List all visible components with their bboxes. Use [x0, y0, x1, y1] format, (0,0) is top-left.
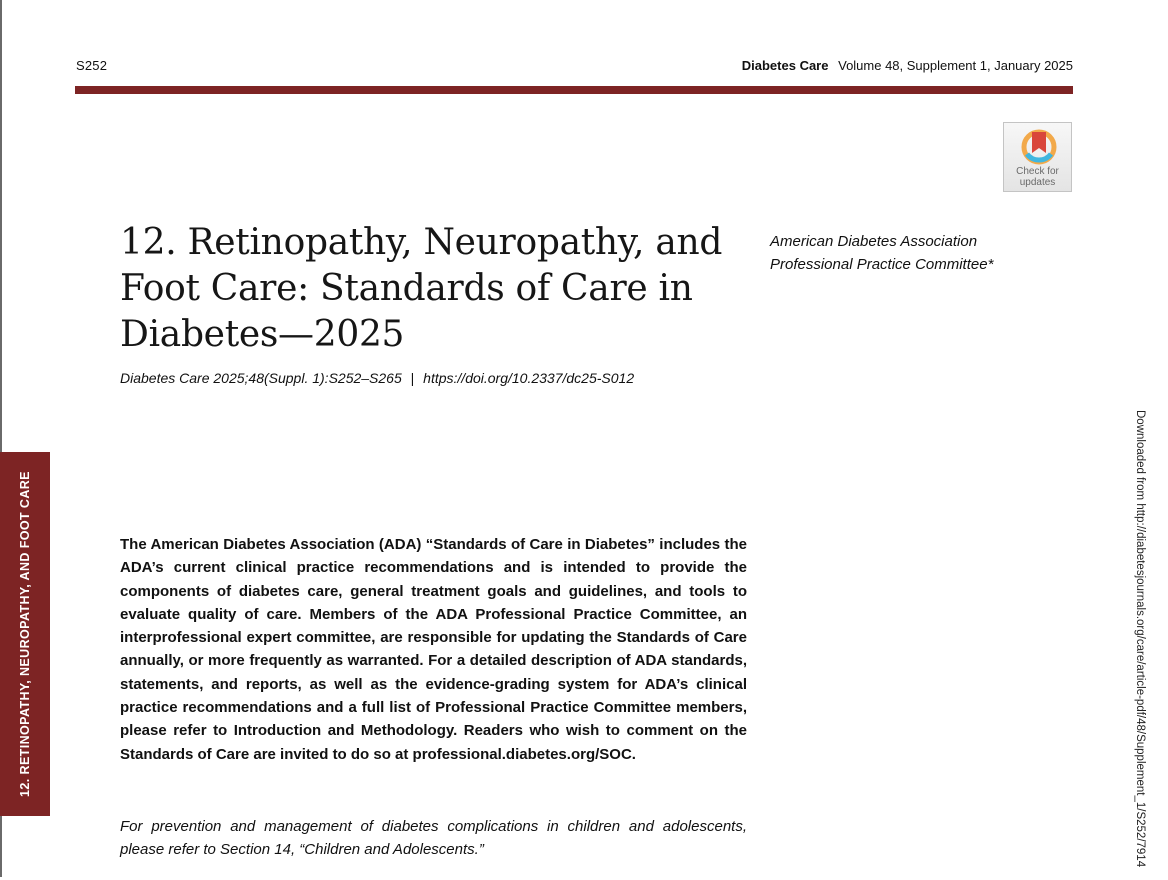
cross-reference-note: For prevention and management of diabetes complications in children and adolescents, please refer to Section 14, “Children and Adolescents.” — [120, 818, 747, 858]
section-tab-label: 12. RETINOPATHY, NEUROPATHY, AND FOOT CARE — [18, 471, 32, 797]
check-for-updates-label: Check for updates — [1016, 166, 1059, 188]
author-line-1: American Diabetes Association — [770, 233, 978, 250]
citation-reference: Diabetes Care 2025;48(Suppl. 1):S252–S265 — [120, 370, 402, 386]
crossmark-icon — [1020, 128, 1058, 166]
citation-separator: | — [410, 370, 415, 386]
abstract-paragraph: The American Diabetes Association (ADA) “Standards of Care in Diabetes” includes the ADA’s current clinical practice recommendations and is intended to provide the components of diabetes care, general treatment goals and guidelines, and tools to evaluate quality of care. Members of the ADA Professional Practice Committee, an interprofessional expert committee, are responsible for updating the Standards of Care annually, or more frequently as warranted. For a detailed description of ADA standards, statements, and reports, as well as the evidence-grading system for ADA’s clinical practice recommendations and a full list of Professional Practice Committee members, please refer to Introduction and Methodology. Readers who wish to comment on the Standards of Care are invited to do so at professional.diabetes.org/SOC. — [120, 536, 747, 763]
download-watermark — [1128, 410, 1152, 880]
journal-issue: Volume 48, Supplement 1, January 2025 — [838, 58, 1073, 73]
page-number: S252 — [76, 58, 108, 73]
check-for-updates-button[interactable] — [1003, 122, 1072, 192]
author-block — [770, 230, 993, 276]
article-title: 12. Retinopathy, Neuropathy, and Foot Care: Standards of Care in Diabetes—2025 — [120, 222, 723, 355]
section-tab — [0, 452, 50, 816]
download-url-text: Downloaded from http://diabetesjournals.org/care/article-pdf/48/Supplement_1/S252/7914 — [1134, 410, 1146, 868]
journal-name: Diabetes Care — [741, 58, 829, 73]
author-line-2: Professional Practice Committee* — [770, 256, 994, 273]
doi-link[interactable]: https://doi.org/10.2337/dc25-S012 — [423, 370, 635, 386]
running-head — [742, 58, 1073, 73]
citation-line — [120, 370, 634, 386]
header-rule — [75, 86, 1073, 94]
